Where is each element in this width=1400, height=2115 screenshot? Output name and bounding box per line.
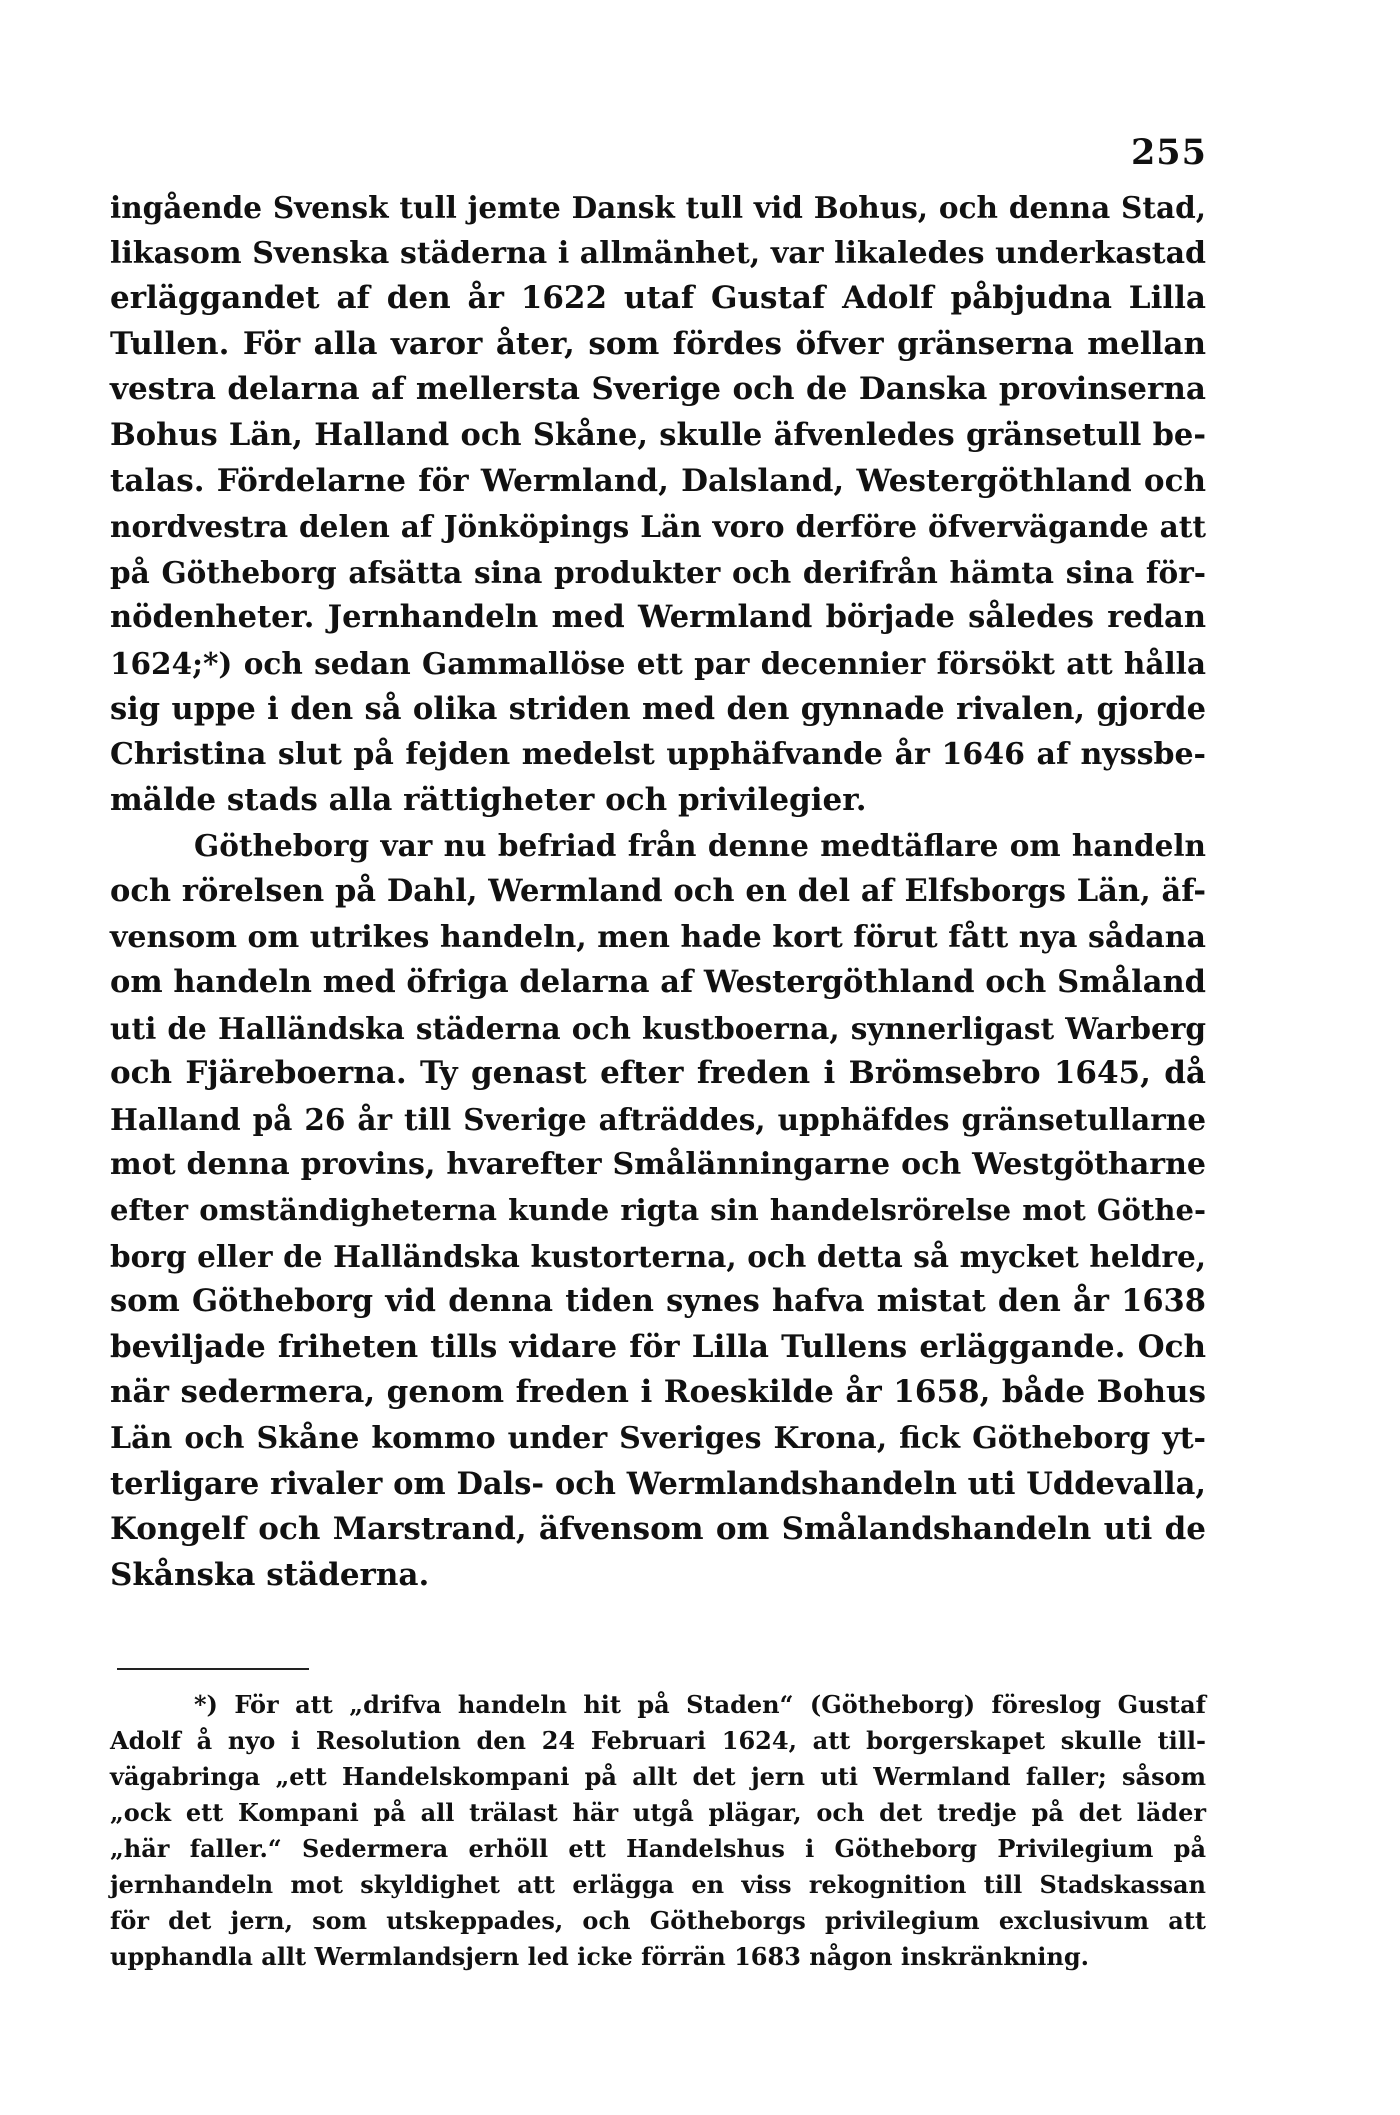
text-line: terligare rivaler om Dals- och Wermlandshandeln uti Uddevalla, bbox=[110, 1465, 1206, 1502]
text-line: och Fjäreboerna. Ty genast efter freden i Brömsebro 1645, då bbox=[110, 1055, 1206, 1092]
text-line: på Götheborg afsätta sina produkter och derifrån hämta sina för- bbox=[110, 554, 1206, 590]
paragraph-2 bbox=[110, 823, 1206, 1598]
footnote-line: *) För att „drifva handeln hit på Staden“ (Götheborg) föreslog Gustaf bbox=[194, 1690, 1206, 1719]
text-line: efter omständigheterna kunde rigta sin handelsrörelse mot Göthe- bbox=[110, 1193, 1206, 1228]
text-line: som Götheborg vid denna tiden synes hafva mistat den år 1638 bbox=[110, 1283, 1206, 1320]
text-line: nordvestra delen af Jönköpings Län voro derföre öfvervägande att bbox=[110, 509, 1206, 545]
text-line: och rörelsen på Dahl, Wermland och en del af Elfsborgs Län, äf- bbox=[110, 872, 1206, 909]
text-line: Halland på 26 år till Sverige afträddes, upphäfdes gränsetullarne bbox=[110, 1101, 1206, 1137]
text-line: Skånska städerna. bbox=[110, 1556, 430, 1593]
paragraph-1 bbox=[110, 185, 1206, 823]
text-line: när sedermera, genom freden i Roeskilde år 1658, både Bohus bbox=[110, 1374, 1206, 1411]
footnote bbox=[110, 1687, 1206, 1975]
footnote-line: vägabringa „ett Handelskompani på allt det jern uti Wermland faller; såsom bbox=[110, 1762, 1206, 1791]
text-line: talas. Fördelarne för Wermland, Dalsland, Westergöthland och bbox=[110, 462, 1206, 499]
text-line: borg eller de Halländska kustorterna, och detta så mycket heldre, bbox=[110, 1238, 1206, 1274]
page-number: 255 bbox=[1130, 132, 1207, 173]
body-text bbox=[110, 185, 1206, 1598]
text-line: mot denna provins, hvarefter Smålänningarne och Westgötharne bbox=[110, 1147, 1206, 1183]
text-line: uti de Halländska städerna och kustboerna, synnerligast Warberg bbox=[110, 1010, 1206, 1046]
footnote-line: upphandla allt Wermlandsjern led icke förrän 1683 någon inskränkning. bbox=[110, 1942, 1089, 1971]
footnote-line: Adolf å nyo i Resolution den 24 Februari 1624, att borgerskapet skulle till- bbox=[110, 1726, 1206, 1755]
text-line: Län och Skåne kommo under Sveriges Krona, fick Götheborg yt- bbox=[110, 1421, 1206, 1457]
footnote-divider bbox=[117, 1668, 309, 1670]
text-line: beviljade friheten tills vidare för Lilla Tullens erläggande. Och bbox=[110, 1328, 1206, 1365]
text-line: likasom Svenska städerna i allmänhet, var likaledes underkastad bbox=[110, 235, 1206, 271]
text-line: Bohus Län, Halland och Skåne, skulle äfvenledes gränsetull be- bbox=[110, 416, 1206, 453]
text-line: vestra delarna af mellersta Sverige och de Danska provinserna bbox=[110, 371, 1206, 408]
text-line: mälde stads alla rättigheter och privilegier. bbox=[110, 781, 867, 818]
text-line: sig uppe i den så olika striden med den gynnade rivalen, gjorde bbox=[110, 690, 1206, 727]
text-line: 1624;*) och sedan Gammallöse ett par decennier försökt att hålla bbox=[110, 645, 1206, 681]
text-line: ingående Svensk tull jemte Dansk tull vid Bohus, och denna Stad, bbox=[110, 190, 1206, 225]
footnote-line: för det jern, som utskeppades, och Götheborgs privilegium exclusivum att bbox=[110, 1906, 1206, 1935]
footnote-line: „ock ett Kompani på all trälast här utgå plägar, och det tredje på det läder bbox=[110, 1798, 1206, 1827]
footnote-line: „här faller.“ Sedermera erhöll ett Handelshus i Götheborg Privilegium på bbox=[110, 1834, 1206, 1863]
text-line: nödenheter. Jernhandeln med Wermland började således redan bbox=[110, 599, 1206, 636]
text-line: om handeln med öfriga delarna af Westergöthland och Småland bbox=[110, 964, 1206, 1001]
text-line: Kongelf och Marstrand, äfvensom om Smålandshandeln uti de bbox=[110, 1511, 1206, 1548]
text-line: Götheborg var nu befriad från denne medtäflare om handeln bbox=[194, 828, 1206, 864]
text-line: vensom om utrikes handeln, men hade kort förut fått nya sådana bbox=[110, 919, 1206, 955]
text-line: Tullen. För alla varor åter, som fördes öfver gränserna mellan bbox=[110, 325, 1206, 362]
text-line: Christina slut på fejden medelst upphäfvande år 1646 af nyssbe- bbox=[110, 737, 1206, 773]
footnote-line: jernhandeln mot skyldighet att erlägga en viss rekognition till Stadskassan bbox=[110, 1870, 1206, 1899]
text-line: erläggandet af den år 1622 utaf Gustaf Adolf påbjudna Lilla bbox=[110, 280, 1206, 317]
